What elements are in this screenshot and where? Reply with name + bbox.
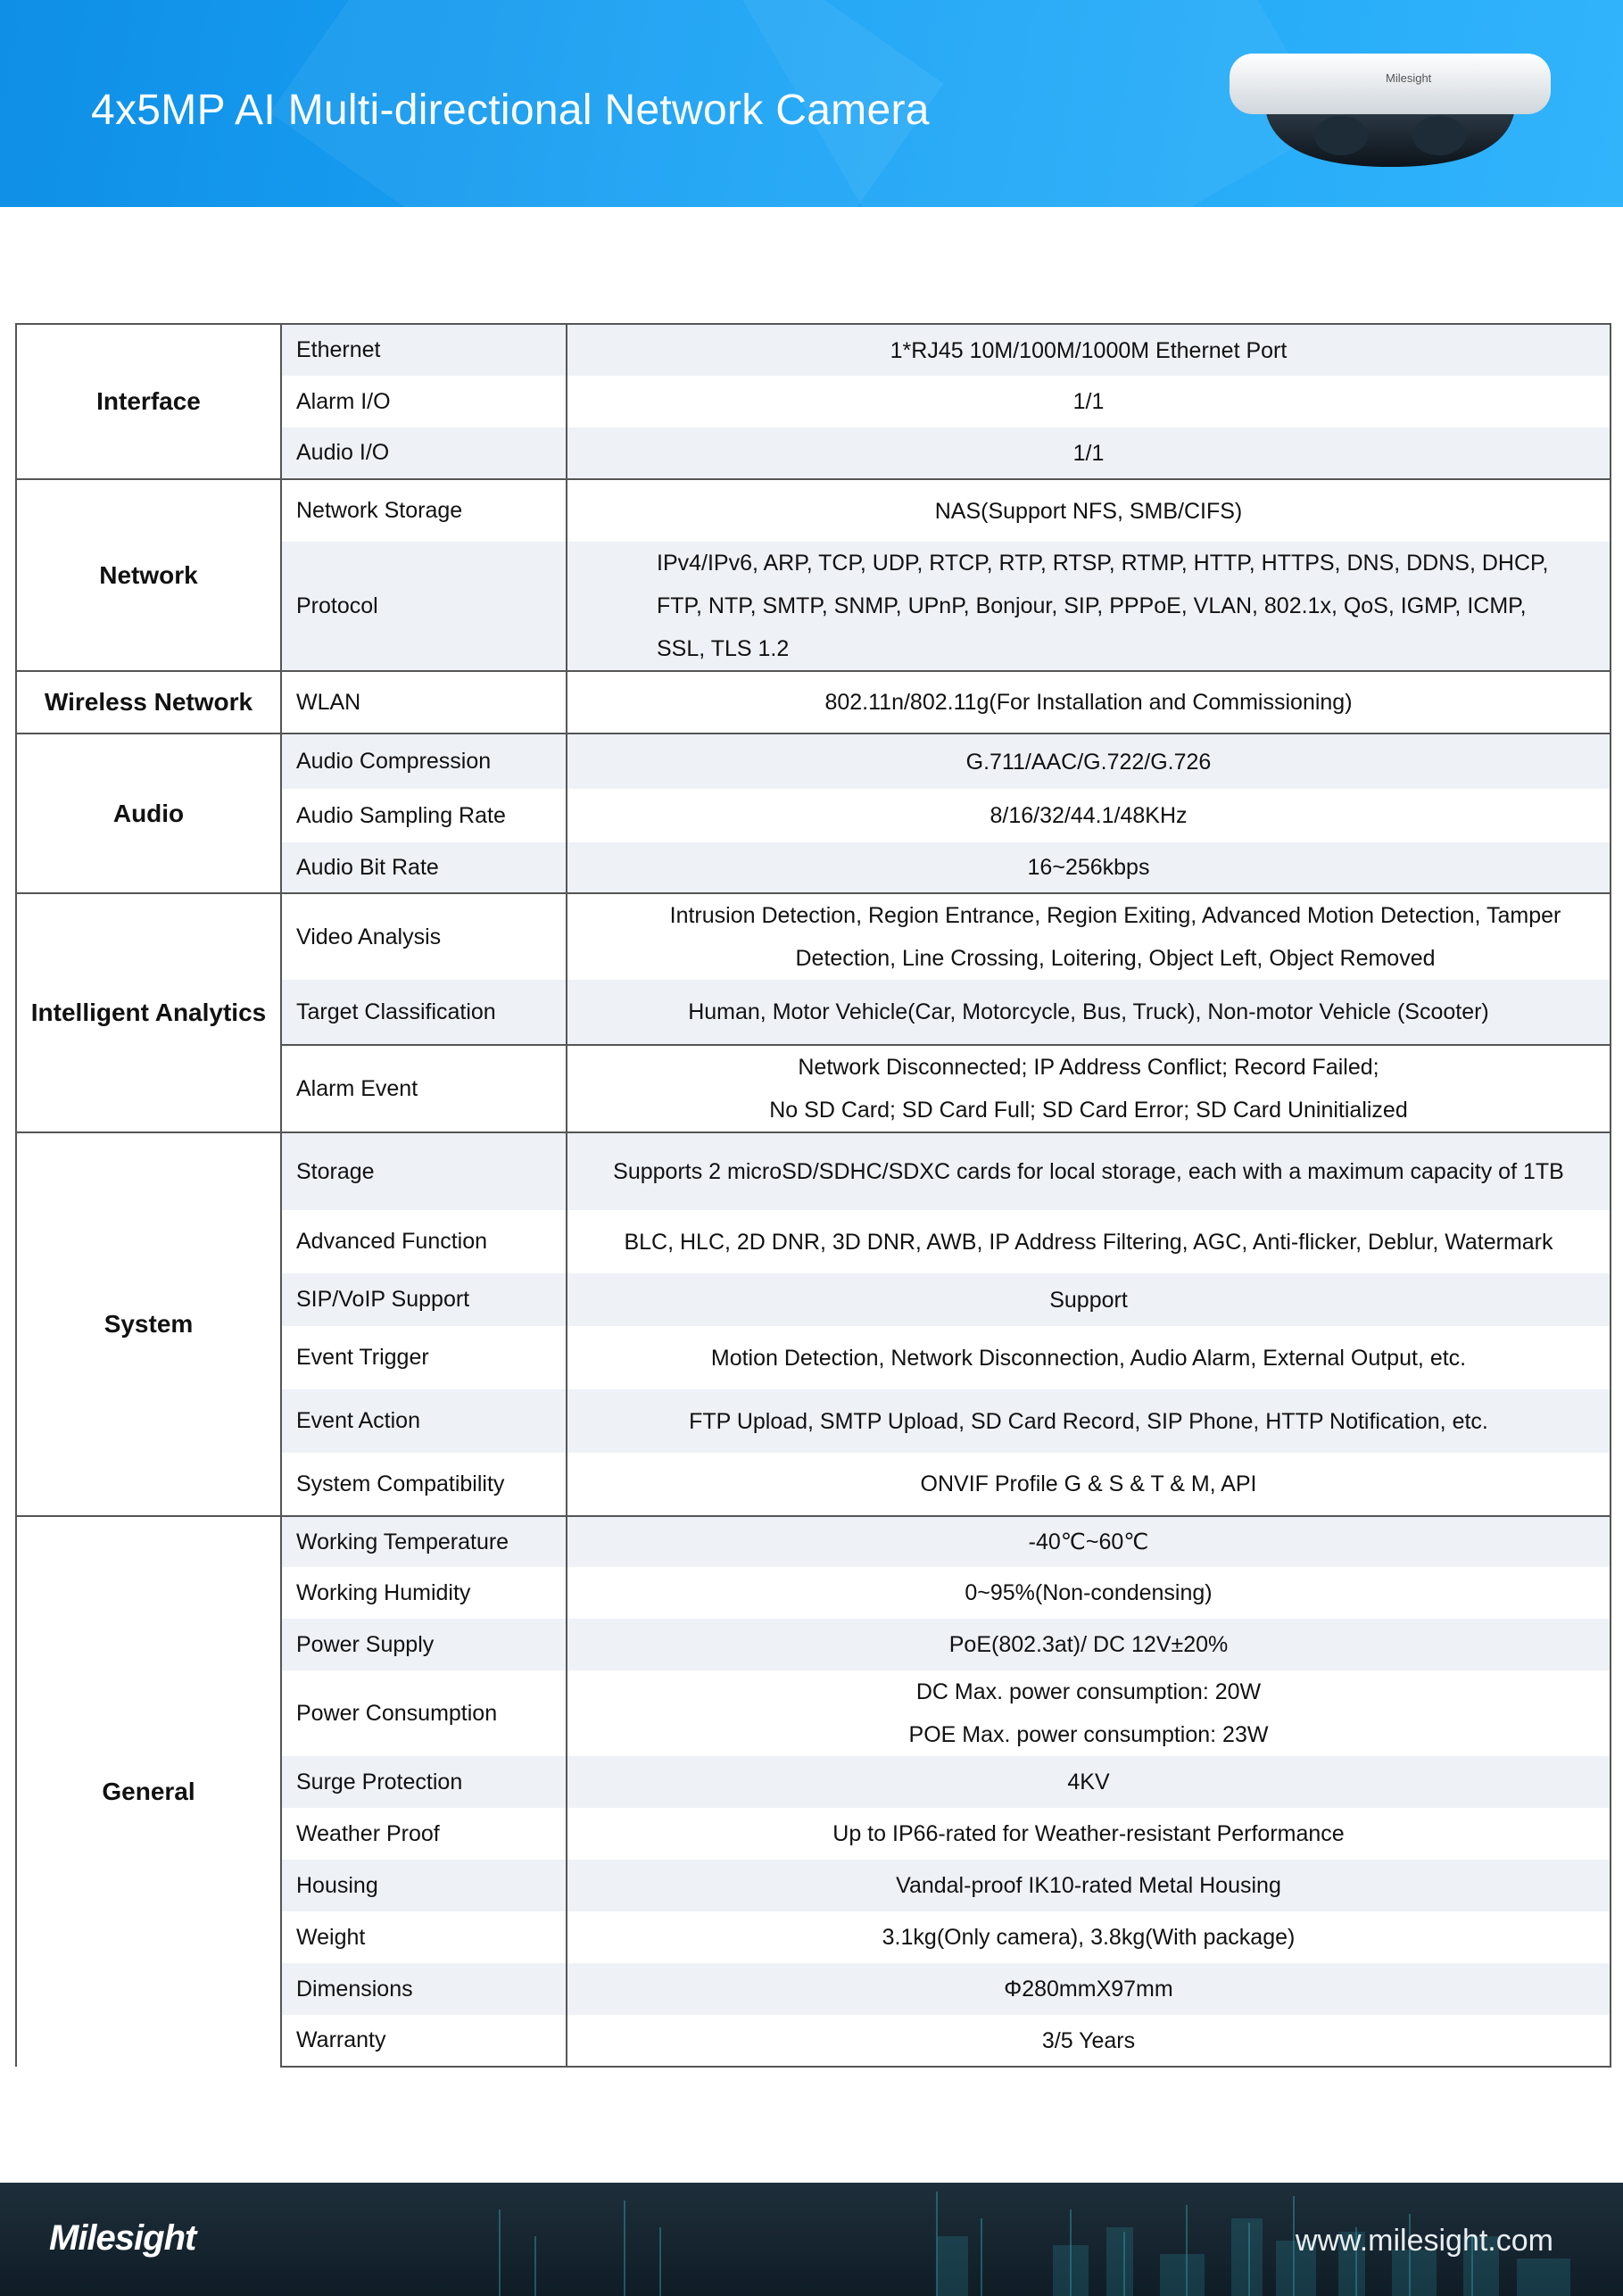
svg-text:Milesight: Milesight xyxy=(1386,71,1432,85)
spec-value: 8/16/32/44.1/48KHz xyxy=(567,789,1611,842)
spec-value: G.711/AAC/G.722/G.726 xyxy=(567,734,1611,789)
spec-label: Weight xyxy=(281,1911,567,1963)
footer xyxy=(0,2183,1623,2296)
spec-value: Φ280mmX97mm xyxy=(567,1963,1611,2015)
table-row xyxy=(16,734,1611,789)
spec-value: BLC, HLC, 2D DNR, 3D DNR, AWB, IP Address Filtering, AGC, Anti-flicker, Deblur, Watermark xyxy=(567,1210,1611,1273)
spec-value: IPv4/IPv6, ARP, TCP, UDP, RTCP, RTP, RTSP, RTMP, HTTP, HTTPS, DNS, DDNS, DHCP, FTP, NTP, SMTP, SNMP, UPnP, Bonjour, SIP, PPPoE, VLAN, 802.1x, QoS, IGMP, ICMP, SSL, TLS 1.2 xyxy=(567,542,1611,671)
spec-label: Event Action xyxy=(281,1389,567,1453)
spec-label: Audio I/O xyxy=(281,427,567,479)
spec-label: Storage xyxy=(281,1132,567,1210)
spec-label: Power Consumption xyxy=(281,1670,567,1756)
spec-label: Alarm Event xyxy=(281,1045,567,1132)
camera-product-image xyxy=(1221,46,1560,180)
spec-label: Housing xyxy=(281,1860,567,1911)
spec-label: Event Trigger xyxy=(281,1326,567,1389)
spec-label: Ethernet xyxy=(281,324,567,376)
category-wireless-network: Wireless Network xyxy=(16,671,281,734)
spec-value: NAS(Support NFS, SMB/CIFS) xyxy=(567,479,1611,542)
spec-label: Weather Proof xyxy=(281,1808,567,1860)
spec-label: Alarm I/O xyxy=(281,376,567,427)
category-network: Network xyxy=(16,479,281,671)
spec-label: Audio Bit Rate xyxy=(281,842,567,893)
spec-value-line: POE Max. power consumption: 23W xyxy=(908,1722,1269,1747)
spec-value: Motion Detection, Network Disconnection, Audio Alarm, External Output, etc. xyxy=(567,1326,1611,1389)
spec-label: Audio Compression xyxy=(281,734,567,789)
table-row xyxy=(16,479,1611,542)
spec-label: Surge Protection xyxy=(281,1756,567,1808)
spec-value xyxy=(567,1045,1611,1132)
spec-label: Network Storage xyxy=(281,479,567,542)
spec-label: Working Temperature xyxy=(281,1516,567,1567)
spec-label: Working Humidity xyxy=(281,1567,567,1619)
spec-value: 3/5 Years xyxy=(567,2015,1611,2067)
spec-label: Target Classification xyxy=(281,980,567,1045)
spec-value: 4KV xyxy=(567,1756,1611,1808)
spec-value: 802.11n/802.11g(For Installation and Commissioning) xyxy=(567,671,1611,734)
category-general: General xyxy=(16,1516,281,2067)
category-audio: Audio xyxy=(16,734,281,893)
spec-value: 1*RJ45 10M/100M/1000M Ethernet Port xyxy=(567,324,1611,376)
spec-value: Support xyxy=(567,1273,1611,1326)
spec-value: ONVIF Profile G & S & T & M, API xyxy=(567,1453,1611,1516)
page-title: 4x5MP AI Multi-directional Network Camera xyxy=(91,87,930,134)
spec-label: Advanced Function xyxy=(281,1210,567,1273)
spec-label: Audio Sampling Rate xyxy=(281,789,567,842)
table-row xyxy=(16,893,1611,980)
spec-value-line: No SD Card; SD Card Full; SD Card Error; SD Card Uninitialized xyxy=(769,1098,1408,1123)
spec-value-line: DC Max. power consumption: 20W xyxy=(915,1679,1262,1704)
header-banner xyxy=(0,0,1623,207)
spec-value: PoE(802.3at)/ DC 12V±20% xyxy=(567,1619,1611,1670)
spec-label: Power Supply xyxy=(281,1619,567,1670)
spec-value: Supports 2 microSD/SDHC/SDXC cards for local storage, each with a maximum capacity of 1TB xyxy=(567,1132,1611,1210)
category-interface: Interface xyxy=(16,324,281,479)
spec-value-line: Network Disconnected; IP Address Conflict; Record Failed; xyxy=(798,1055,1379,1080)
table-row xyxy=(16,1132,1611,1210)
spec-label: Video Analysis xyxy=(281,893,567,980)
spec-value: 1/1 xyxy=(567,427,1611,479)
spec-label: System Compatibility xyxy=(281,1453,567,1516)
spec-value: Up to IP66-rated for Weather-resistant Performance xyxy=(567,1808,1611,1860)
spec-value xyxy=(567,1670,1611,1756)
website-url[interactable]: www.milesight.com xyxy=(1295,2224,1553,2258)
category-intelligent-analytics: Intelligent Analytics xyxy=(16,893,281,1132)
spec-table xyxy=(15,323,1611,2068)
spec-label: SIP/VoIP Support xyxy=(281,1273,567,1326)
brand-logo: Milesight xyxy=(49,2218,196,2258)
spec-value: Intrusion Detection, Region Entrance, Region Exiting, Advanced Motion Detection, Tamper Detection, Line Crossing, Loitering, Object Left, Object Removed xyxy=(567,893,1611,980)
spec-label: Protocol xyxy=(281,542,567,671)
spec-value: 16~256kbps xyxy=(567,842,1611,893)
table-row xyxy=(16,671,1611,734)
spec-label: Dimensions xyxy=(281,1963,567,2015)
spec-value: 1/1 xyxy=(567,376,1611,427)
spec-value: Human, Motor Vehicle(Car, Motorcycle, Bus, Truck), Non-motor Vehicle (Scooter) xyxy=(567,980,1611,1045)
spec-label: WLAN xyxy=(281,671,567,734)
spec-value: 3.1kg(Only camera), 3.8kg(With package) xyxy=(567,1911,1611,1963)
spec-label: Warranty xyxy=(281,2015,567,2067)
spec-value: -40℃~60℃ xyxy=(567,1516,1611,1567)
table-row xyxy=(16,324,1611,376)
category-system: System xyxy=(16,1132,281,1516)
table-row xyxy=(16,1516,1611,1567)
spec-value: FTP Upload, SMTP Upload, SD Card Record, SIP Phone, HTTP Notification, etc. xyxy=(567,1389,1611,1453)
spec-value: Vandal-proof IK10-rated Metal Housing xyxy=(567,1860,1611,1911)
spec-value: 0~95%(Non-condensing) xyxy=(567,1567,1611,1619)
